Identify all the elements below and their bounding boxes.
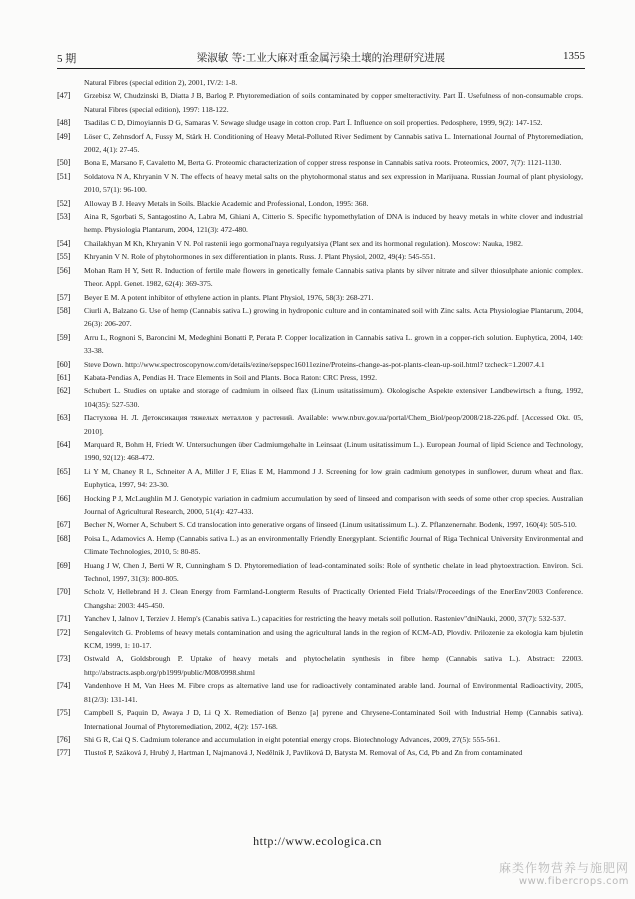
reference-number: [71]: [57, 613, 71, 624]
reference-item: [57, 371, 583, 384]
reference-number: [70]: [57, 586, 71, 597]
reference-number: [47]: [57, 90, 71, 101]
reference-item: [57, 438, 583, 465]
footer-url[interactable]: http://www.ecologica.cn: [253, 834, 382, 848]
reference-text: Hocking P J, McLaughlin M J. Genotypic variation in cadmium accumulation by seed of linseed and comparison with seeds of some other crop species. Australian Journal of Agricultural Research, 2000, 51(4): 427-433.: [84, 493, 583, 516]
reference-number: [52]: [57, 197, 71, 208]
reference-item: [57, 237, 583, 250]
reference-text: Steve Down. http://www.spectroscopynow.com/details/ezine/sepspec16011ezine/Proteins-change-as-pot-plants-clean-up-soil.html? tzcheck=1.2007.4.1: [84, 359, 545, 369]
reference-number: [60]: [57, 358, 71, 369]
reference-number: [57]: [57, 291, 71, 302]
reference-item: [57, 492, 583, 519]
reference-number: [64]: [57, 438, 71, 449]
reference-number: [77]: [57, 747, 71, 758]
reference-text: Tsadilas C D, Dimoyiannis D G, Samaras V. Sewage sludge usage in cotton crop. Part Ⅰ. Influence on soil properties. Pedosphere, 1999, 9(2): 147-152.: [84, 118, 543, 128]
reference-text: Mohan Ram H Y, Sett R. Induction of fertile male flowers in genetically female Cannabis sativa plants by silver nitrate and silver thiosulphate anionic complex. Theor. Appl. Genet. 1982, 62(4): 369-375.: [84, 265, 583, 289]
page-number: 1355: [563, 50, 585, 62]
reference-text: Aina R, Sgorbati S, Santagostino A, Labra M, Ghiani A, Citterio S. Specific hypomethylation of DNA is induced by heavy metals in white clover and industrial hemp. Physiologia Plantarum, 2004, 121(3): 472-480.: [84, 212, 583, 235]
watermark-title: 麻类作物营养与施肥网: [498, 861, 629, 875]
reference-item: [57, 465, 583, 492]
reference-number: [50]: [57, 157, 71, 168]
reference-text: Schubert L. Studies on uptake and storage of cadmium in oilseed flax (Linum usitatissimum). Okologische Aspekte extensiver Landbewirtsch a ftung, 1992, 104(35): 527-530.: [84, 386, 583, 409]
reference-number: [53]: [57, 211, 71, 222]
header-rule: [57, 68, 585, 69]
reference-item: [57, 532, 583, 559]
reference-text: Becher N, Worner A, Schubert S. Cd translocation into generative organs of linseed (Linum usitatissimum L.). Z. Pflanzenernahr. Bodenk, 1997, 160(4): 505-510.: [84, 520, 577, 530]
reference-text: Yanchev I, Jalnov I, Terziev J. Hemp's (Canabis sativa L.) capacities for restricting the heavy metals soil pollution. Rasteniev"dniNauki, 2000, 37(7): 532-537.: [84, 614, 566, 624]
reference-number: [48]: [57, 117, 71, 128]
reference-item: [57, 304, 583, 331]
reference-item: [57, 76, 583, 89]
reference-item: [57, 264, 583, 291]
reference-item: [57, 291, 583, 304]
reference-text: Grzebisz W, Chudzinski B, Diatta J B, Barlog P. Phytoremediation of soils contaminated by copper smelteractivity. Part Ⅱ. Usefulness of non-consumable crops. Natural Fibres (special edition), 1997: 118-122.: [84, 91, 583, 114]
reference-number: [63]: [57, 412, 71, 423]
reference-text: Natural Fibres (special edition 2), 2001, IV/2: 1-8.: [84, 78, 238, 87]
reference-item: [57, 518, 583, 531]
reference-item: [57, 331, 583, 358]
reference-number: [65]: [57, 465, 71, 476]
reference-text: Marquard R, Bohm H, Friedt W. Untersuchungen über Cadmiumgehalte in Leinsaat (Linum usitatissimum L.). European Journal of lipid Science and Technology, 1990, 92(12): 468-472.: [84, 439, 583, 463]
reference-item: [57, 585, 583, 612]
reference-text: Kabata-Pendias A, Pendias H. Trace Elements in Soil and Plants. Boca Raton: CRC Press, 1992.: [84, 372, 377, 382]
reference-text: Bona E, Marsano F, Cavaletto M, Berta G. Proteomic characterization of copper stress response in Cannabis sativa roots. Proteomics, 2007, 7(7): 1121-1130.: [84, 158, 562, 168]
reference-item: [57, 89, 583, 116]
reference-item: [57, 746, 583, 759]
reference-item: [57, 626, 583, 653]
reference-item: [57, 679, 583, 706]
issue-label: 5 期: [57, 53, 77, 65]
reference-text: Sengalevitch G. Problems of heavy metals contamination and using the agricultural lands in the region of KCM-AD, Plovdiv. Prilozenie za ekologia kam bjuletin KCM, 1999, 1: 10-17.: [84, 627, 583, 651]
reference-number: [62]: [57, 385, 71, 396]
reference-text: Пастухова Н. Л. Детоксикация тяжелых металлов у растений. Available: www.nbuv.gov.ua/portal/Chem_Biol/peop/2008/218-226.pdf. [Accessed Okt. 05, 2010].: [84, 413, 583, 436]
reference-text: Arru L, Rognoni S, Baroncini M, Medeghini Bonatti P, Perata P. Copper localization in Cannabis sativa L. grown in a copper-rich solution. Euphytica, 2004, 140: 33-38.: [84, 332, 583, 356]
reference-text: Campbell S, Paquin D, Awaya J D, Li Q X. Remediation of Benzo [a] pyrene and Chrysene-Contaminated Soil with Industrial Hemp (Cannabis sativa). International Journal of Phytoremediation, 2002, 4(2): 157-168.: [84, 708, 583, 731]
reference-item: [57, 733, 583, 746]
running-title: 梁淑敏 等:工业大麻对重金属污染土壤的治理研究进展: [196, 52, 446, 64]
reference-text: Vandenhove H M, Van Hees M. Fibre crops as alternative land use for radioactively contaminated arable land. Journal of Environmental Radioactivity, 2005, 81(2/3): 131-141.: [84, 681, 583, 704]
watermark: [499, 859, 629, 887]
reference-number: [67]: [57, 519, 71, 530]
watermark-url: www.fibercrops.com: [518, 876, 629, 887]
reference-number: [49]: [57, 130, 71, 141]
reference-text: Chailakhyan M Kh, Khryanin V N. Pol rastenii iego gormonal'naya regulyatsiya (Plant sex and its hormonal regulation). Moscow: Nauka, 1982.: [84, 238, 523, 248]
reference-number: [73]: [57, 653, 71, 664]
reference-text: Scholz V, Hellebrand H J. Clean Energy from Farmland-Longterm Results of Practically Oriented Field Trials//Proceedings of the EnerEnv'2003 Conference. Changsha: 2003: 445-450.: [84, 587, 583, 610]
reference-list: [57, 76, 583, 760]
reference-item: [57, 612, 583, 625]
reference-text: Ciurli A, Balzano G. Use of hemp (Cannabis sativa L.) growing in hydroponic culture and in contaminated soil with Zinc salts. Acta Physiologiae Plantarum, 2004, 26(3): 206-207.: [84, 305, 583, 329]
reference-item: [57, 411, 583, 438]
reference-number: [69]: [57, 559, 71, 570]
reference-number: [59]: [57, 331, 71, 342]
reference-item: [57, 706, 583, 733]
reference-text: Soldatova N A, Khryanin V N. The effects of heavy metal salts on the phytohormonal status and sex expression in Marijuana. Russian Journal of plant physiology, 2010, 57(1): 96-100.: [84, 171, 583, 195]
running-header: [57, 50, 585, 66]
reference-item: [57, 156, 583, 169]
reference-item: [57, 130, 583, 157]
reference-number: [76]: [57, 733, 71, 744]
reference-text: Poisa L, Adamovics A. Hemp (Cannabis sativa L.) as an environmentally Friendly Energyplant. Scientific Journal of Riga Technical University Environmental and Climate Technologies, 2010, 5: 80-85.: [84, 533, 583, 557]
reference-number: [56]: [57, 264, 71, 275]
reference-text: Löser C, Zehnsdorf A, Fussy M, Stärk H. Conditioning of Heavy Metal-Polluted River Sediment by Cannabis sativa L. International Journal of Phytoremediation, 2002, 4(1): 27-45.: [84, 131, 583, 155]
reference-text: Shi G R, Cai Q S. Cadmium tolerance and accumulation in eight potential energy crops. Biotechnology Advances, 2009, 27(5): 555-561.: [84, 734, 500, 744]
reference-text: Huang J W, Chen J, Berti W R, Cunningham S D. Phytoremediation of lead-contaminated soils: Role of synthetic chelate in lead phytoextraction. Environ. Sci. Technol, 1997, 31(3): 800-805.: [84, 560, 583, 584]
reference-number: [55]: [57, 251, 71, 262]
reference-number: [74]: [57, 680, 71, 691]
reference-number: [75]: [57, 707, 71, 718]
reference-item: [57, 358, 583, 371]
reference-item: [57, 652, 583, 679]
reference-text: Alloway B J. Heavy Metals in Soils. Blackie Academic and Professional, London, 1995: 368.: [84, 198, 369, 208]
reference-item: [57, 197, 583, 210]
reference-item: [57, 116, 583, 129]
reference-number: [61]: [57, 371, 71, 382]
reference-text: Beyer E M. A potent inhibitor of ethylene action in plants. Plant Physiol, 1976, 58(3): 268-271.: [84, 292, 374, 302]
reference-number: [66]: [57, 492, 71, 503]
reference-text: Li Y M, Chaney R L, Schneiter A A, Miller J F, Elias E M, Hammond J J. Screening for low grain cadmium genotypes in sunflower, durum wheat and flax. Euphytica, 1997, 94: 23-30.: [84, 466, 583, 490]
reference-item: [57, 384, 583, 411]
reference-number: [68]: [57, 532, 71, 543]
reference-number: [58]: [57, 304, 71, 315]
reference-number: [51]: [57, 170, 71, 181]
reference-text: Khryanin V N. Role of phytohormones in sex differentiation in plants. Russ. J. Plant Physiol, 2002, 49(4): 545-551.: [84, 252, 436, 262]
reference-text: Tlustoš P, Száková J, Hrubý J, Hartman I, Najmanová J, Nedělník J, Pavlíková D, Batysta M. Removal of As, Cd, Pb and Zn from contaminated: [84, 748, 523, 758]
reference-number: [54]: [57, 237, 71, 248]
reference-number: [72]: [57, 626, 71, 637]
reference-text: Ostwald A, Goldsbrough P. Uptake of heavy metals and phytochelatin synthesis in fibre hemp (Cannabis sativa L.). Abstract: 22003. http://abstracts.aspb.org/pb1999/public/M08/0998.shtml: [84, 654, 583, 677]
reference-item: [57, 250, 583, 263]
reference-item: [57, 559, 583, 586]
reference-item: [57, 170, 583, 197]
reference-item: [57, 210, 583, 237]
